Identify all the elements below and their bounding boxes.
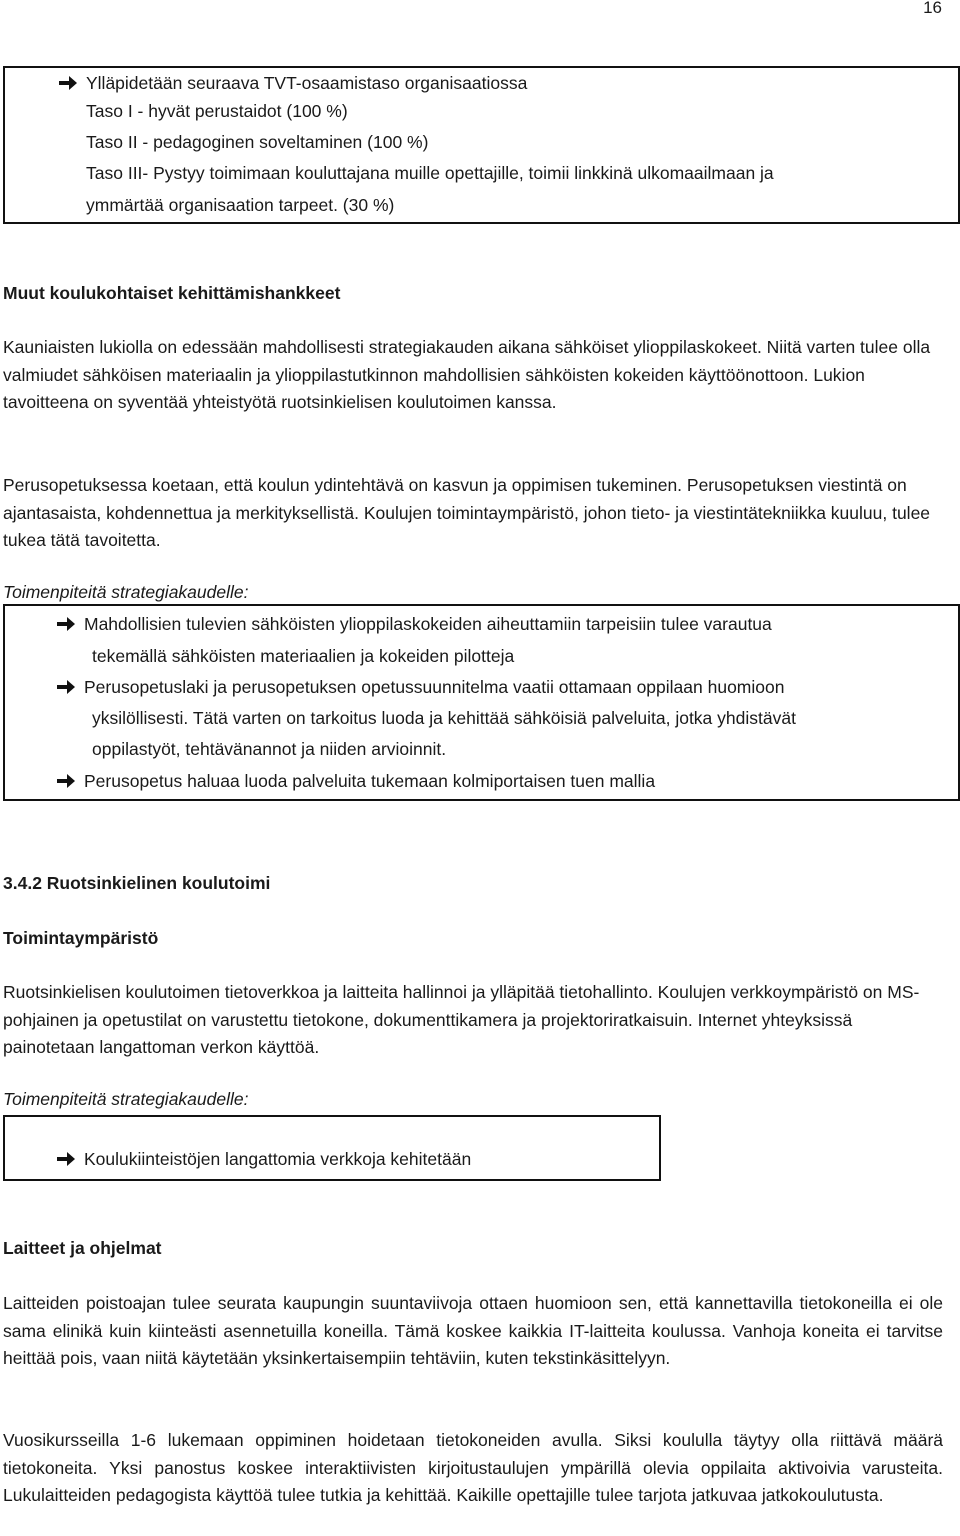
box1-line-5: ymmärtää organisaation tarpeet. (30 %) [86,195,395,215]
box1-line-1-text: Ylläpidetään seuraava TVT-osaamistaso organisaatiossa [86,73,528,93]
box2-item-1-text: Mahdollisien tulevien sähköisten ylioppilaskokeiden aiheuttamiin tarpeisiin tulee varautua [84,614,772,634]
section-heading-laitteet: Laitteet ja ohjelmat [3,1238,162,1258]
box2-item-1 [56,613,772,635]
laitteet-paragraph-2: Vuosikursseilla 1-6 lukemaan oppiminen hoidetaan tietokoneiden avulla. Siksi koululla täytyy olla riittävä määrä tietokoneita. Yksi panostus koskee interaktiivisten kirjoitustaulujen ympärillä olevia oppilaita aktivoivia varusteita. Lukulaitteiden pedagogista käyttöä tulee tutkia ja kehittää. Kaikille opettajille tulee tarjota jatkuvaa jatkokoulutusta. [3,1430,943,1505]
box2-item-2 [56,676,784,698]
box1-line-1 [58,72,527,94]
box2-item-2-cont-1: yksilöllisesti. Tätä varten on tarkoitus luoda ja kehittää sähköisiä palveluita, jotka yhdistävät [92,708,796,728]
laitteet-paragraph-1: Laitteiden poistoajan tulee seurata kaupungin suuntaviivoja ottaen huomioon sen, että kannettavilla tietokoneilla ei ole sama elinikä kuin kiinteästi asennetuilla koneilla. Tämä koskee kaikkia IT-laitteita koulussa. Vanhoja koneita ei tarvitse heittää pois, vaan niitä käytetään yksinkertaisempiin tehtäviin, kuten tekstinkäsittelyyn. [3,1293,943,1368]
page-number: 16 [923,0,942,17]
section-heading-muut: Muut koulukohtaiset kehittämishankkeet [3,283,341,303]
box1-line-3: Taso II - pedagoginen soveltaminen (100 %) [86,132,429,152]
actions-label-1: Toimenpiteitä strategiakaudelle: [3,582,249,602]
arrow-right-icon [56,616,76,632]
muut-paragraph-2: Perusopetuksessa koetaan, että koulun ydintehtävä on kasvun ja oppimisen tukeminen. Perusopetuksen viestintä on ajantasaista, kohdennettua ja merkityksellistä. Koulujen toimintaympäristö, johon tieto- ja viestintätekniikka kuuluu, tulee tukea tätä tavoitetta. [3,475,931,550]
subheading-toimintaymparisto: Toimintaympäristö [3,928,159,948]
arrow-right-icon [56,1151,76,1167]
box3-item [56,1148,471,1170]
muut-paragraph-1: Kauniaisten lukiolla on edessään mahdollisesti strategiakauden aikana sähköiset ylioppilaskokeet. Niitä varten tulee olla valmiudet sähköisen materiaalin ja ylioppilastutkinnon mahdollisien sähköisten kokeiden käyttöönottoon. Lukion tavoitteena on syventää yhteistyötä ruotsinkielisen koulutoimen kanssa. [3,337,931,412]
box2-item-3 [56,770,655,792]
section-heading-ruotsi: 3.4.2 Ruotsinkielinen koulutoimi [3,873,271,893]
box1-line-4: Taso III- Pystyy toimimaan kouluttajana muille opettajille, toimii linkkinä ulkomaailmaan ja [86,163,774,183]
box2-item-2-text: Perusopetuslaki ja perusopetuksen opetussuunnitelma vaatii ottamaan oppilaan huomioon [84,677,785,697]
arrow-right-icon [56,679,76,695]
ruotsi-paragraph-1: Ruotsinkielisen koulutoimen tietoverkkoa ja laitteita hallinnoi ja ylläpitää tietohallinto. Koulujen verkkoympäristö on MS-pohjainen ja opetustilat on varustettu tietokone, dokumenttikamera ja projektoriratkaisuin. Internet yhteyksissä painotetaan langattoman verkon käyttöä. [3,982,920,1057]
box2-item-3-text: Perusopetus haluaa luoda palveluita tukemaan kolmiportaisen tuen mallia [84,771,656,791]
arrow-right-icon [56,773,76,789]
box2-item-2-cont-2: oppilastyöt, tehtävänannot ja niiden arvioinnit. [92,739,447,759]
box1-line-2: Taso I - hyvät perustaidot (100 %) [86,101,348,121]
box2-item-1-cont: tekemällä sähköisten materiaalien ja kokeiden pilotteja [92,646,515,666]
arrow-right-icon [58,75,78,91]
box3-item-text: Koulukiinteistöjen langattomia verkkoja kehitetään [84,1149,472,1169]
actions-label-2: Toimenpiteitä strategiakaudelle: [3,1089,249,1109]
